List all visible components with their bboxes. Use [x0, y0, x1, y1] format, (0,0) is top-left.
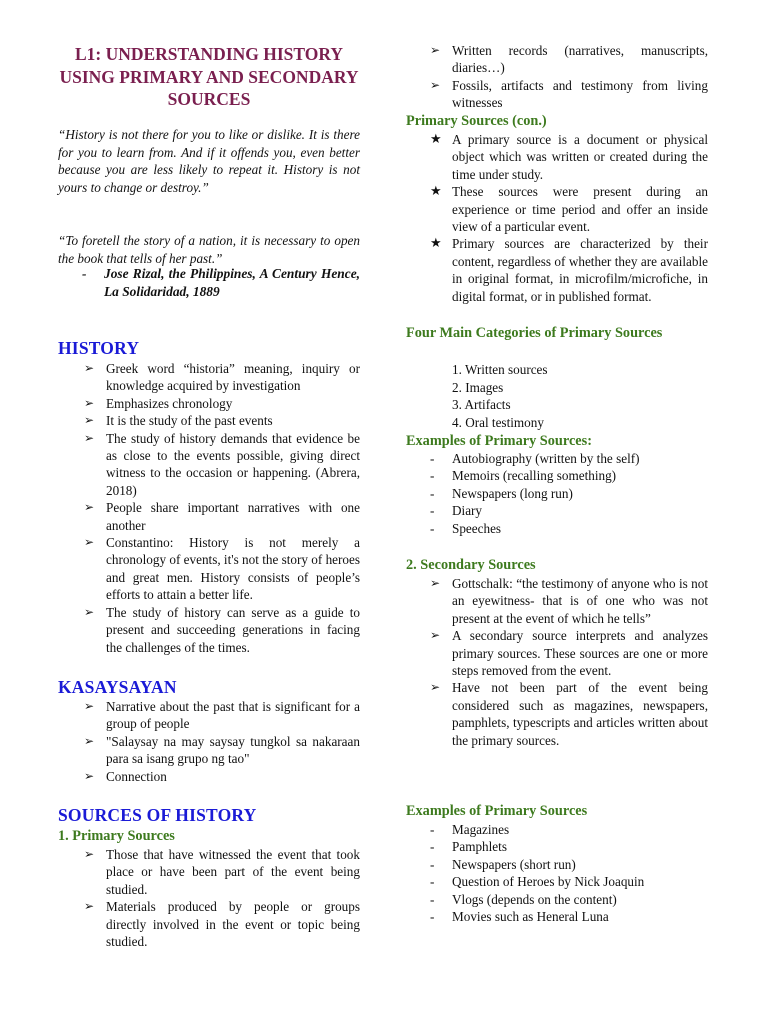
- dash-bullet: -: [430, 451, 435, 466]
- secondary-sources-list: [430, 575, 708, 749]
- list-item: 3. Artifacts: [452, 397, 511, 412]
- list-item: ➢ Narrative about the past that is significant for a group of people: [84, 699, 360, 732]
- arrow-bullet-icon: ➢: [84, 847, 95, 861]
- list-item: ➢ Written records (narratives, manuscripts, diaries…): [430, 43, 708, 76]
- arrow-bullet-icon: ➢: [430, 628, 441, 643]
- arrow-bullet-icon: ➢: [84, 500, 95, 515]
- quote-rizal: “To foretell the story of a nation, it is necessary to open the book that tells of her past.”: [58, 233, 360, 266]
- examples-primary-list: [430, 450, 708, 537]
- arrow-bullet-icon: ➢: [430, 77, 441, 92]
- section-heading-sources: SOURCES OF HISTORY: [58, 805, 257, 825]
- list-item: ➢ The study of history demands that evidence be as close to the events possible, giving direct witness to the occasion or happening. (Abrera, 2018): [84, 430, 360, 498]
- dash-bullet: -: [430, 856, 435, 872]
- list-item: ★ Primary sources are characterized by their content, regardless of whether they are available in original format, in microfilm/microfiche, in digital format, or in published format.: [430, 236, 708, 304]
- list-item: - Movies such as Heneral Luna: [430, 909, 609, 925]
- document-title: L1: UNDERSTANDING HISTORY USING PRIMARY AND SECONDARY SOURCES: [59, 44, 359, 109]
- list-item: - Autobiography (written by the self): [430, 451, 640, 466]
- list-item: - Magazines: [430, 822, 510, 837]
- list-item: ★ A primary source is a document or physical object which was written or created during the time under study.: [430, 132, 708, 182]
- list-item: 1. Written sources: [452, 362, 548, 377]
- subheading-primary-text: 1. Primary Sources: [58, 828, 175, 844]
- list-item: ➢ People share important narratives with one another: [84, 500, 360, 533]
- list-item: 2. Images: [452, 379, 504, 395]
- subheading-four-categories: Four Main Categories of Primary Sources: [406, 325, 663, 341]
- list-item: ➢ Materials produced by people or groups directly involved in the event or topic being studied.: [84, 899, 360, 950]
- list-item: ➢ Fossils, artifacts and testimony from living witnesses: [430, 77, 708, 111]
- arrow-bullet-icon: ➢: [84, 699, 95, 713]
- arrow-bullet-icon: ➢: [84, 413, 95, 428]
- list-item: ➢ Greek word “historia” meaning, inquiry or knowledge acquired by investigation: [84, 361, 360, 394]
- quote-attribution: [84, 265, 360, 301]
- dash-bullet: -: [430, 822, 435, 837]
- arrow-bullet-icon: ➢: [84, 395, 95, 410]
- section-heading-kasaysayan: KASAYSAYAN: [58, 677, 177, 697]
- section-heading-history: HISTORY: [58, 338, 140, 358]
- primary-sources-list-continued: [430, 42, 708, 112]
- dash-bullet: -: [430, 874, 435, 890]
- star-bullet-icon: ★: [430, 184, 442, 200]
- quote-history: “History is not there for you to like or dislike. It is there for you to learn from. And if it offends you, even better because you are less likely to repeat it. History is not yours to change or destroy.”: [58, 127, 360, 195]
- list-item: ➢ Those that have witnessed the event that took place or have been part of the event being studied.: [84, 847, 360, 897]
- dash-bullet: -: [430, 503, 435, 519]
- list-item: ➢ A secondary source interprets and analyzes primary sources. These sources are one or more steps removed from the event.: [430, 628, 708, 679]
- arrow-bullet-icon: ➢: [430, 43, 441, 57]
- dash-bullet: -: [430, 485, 435, 501]
- attribution-dash: -: [82, 266, 87, 281]
- list-item: - Diary: [430, 503, 483, 519]
- subheading-primary-con: Primary Sources (con.): [406, 113, 547, 129]
- list-item: ➢ It is the study of the past events: [84, 413, 273, 429]
- list-item: - Memoirs (recalling something): [430, 468, 617, 484]
- primary-con-list: [430, 131, 708, 305]
- subheading-primary-sources: [58, 827, 175, 845]
- examples-secondary-list: [430, 821, 708, 925]
- dash-bullet: -: [430, 891, 435, 907]
- star-bullet-icon: ★: [430, 236, 442, 252]
- arrow-bullet-icon: ➢: [84, 361, 95, 375]
- arrow-bullet-icon: ➢: [84, 768, 95, 783]
- list-item: - Newspapers (long run): [430, 485, 573, 501]
- subheading-examples-primary: Examples of Primary Sources:: [406, 433, 592, 449]
- list-item: ➢ Gottschalk: “the testimony of anyone who is not an eyewitness- that is of one who was not present at the event of which he tells”: [430, 576, 708, 626]
- arrow-bullet-icon: ➢: [84, 604, 95, 619]
- list-item: - Speeches: [430, 520, 502, 536]
- subheading-secondary-sources: 2. Secondary Sources: [406, 557, 536, 573]
- list-item: ★ These sources were present during an experience or time period and offer an inside view of a particular event.: [430, 184, 708, 235]
- history-list: [84, 360, 360, 656]
- dash-bullet: -: [430, 839, 435, 855]
- dash-bullet: -: [430, 909, 435, 925]
- list-item: ➢ Emphasizes chronology: [84, 395, 233, 411]
- list-item: ➢ Have not been part of the event being considered such as magazines, newspapers, pamphlets, typescripts and articles written about the primary sources.: [430, 680, 708, 748]
- attribution-text: Jose Rizal, the Philippines, A Century Hence, La Solidaridad, 1889: [104, 266, 360, 299]
- primary-sources-list: [84, 846, 360, 950]
- list-item: ➢ Constantino: History is not merely a chronology of events, it's not the story of heroes and great men. History consists of people’s efforts to attain a better life.: [84, 535, 360, 603]
- dash-bullet: -: [430, 468, 435, 484]
- list-item: ➢ The study of history can serve as a guide to present and succeeding generations in facing the challenges of the times.: [84, 604, 360, 655]
- arrow-bullet-icon: ➢: [430, 576, 441, 590]
- star-bullet-icon: ★: [430, 132, 442, 147]
- kasaysayan-list: [84, 698, 360, 785]
- categories-list: [452, 361, 702, 431]
- list-item: - Pamphlets: [430, 839, 507, 855]
- arrow-bullet-icon: ➢: [84, 899, 95, 914]
- arrow-bullet-icon: ➢: [84, 430, 95, 445]
- list-item: - Question of Heroes by Nick Joaquin: [430, 874, 645, 890]
- arrow-bullet-icon: ➢: [84, 733, 95, 748]
- list-item: - Newspapers (short run): [430, 856, 576, 872]
- list-item: 4. Oral testimony: [452, 414, 544, 430]
- subheading-examples-secondary: Examples of Primary Sources: [406, 803, 588, 819]
- list-item: - Vlogs (depends on the content): [430, 891, 617, 907]
- arrow-bullet-icon: ➢: [430, 680, 441, 695]
- list-item: ➢ Connection: [84, 768, 167, 784]
- arrow-bullet-icon: ➢: [84, 535, 95, 550]
- dash-bullet: -: [430, 520, 435, 536]
- list-item: ➢ "Salaysay na may saysay tungkol sa nakaraan para sa isang grupo ng tao": [84, 733, 360, 767]
